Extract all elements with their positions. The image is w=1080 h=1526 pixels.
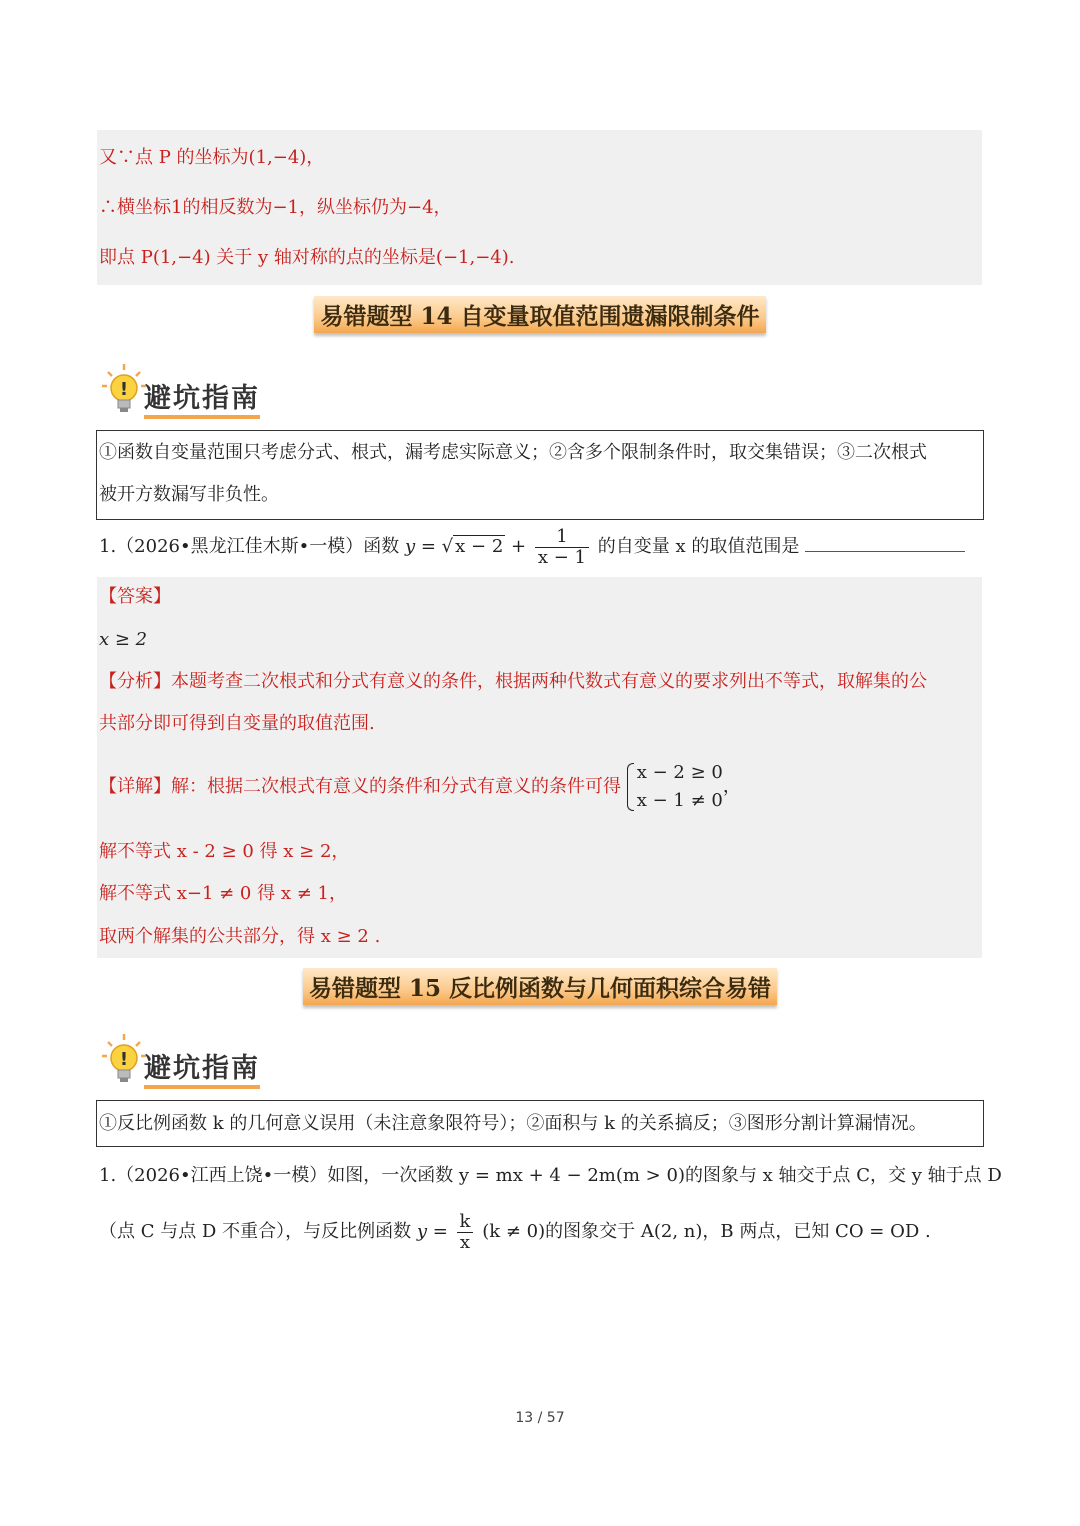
question-15-line-1: 1.（2026•江西上饶•一模）如图，一次函数 y = mx + 4 − 2m(m > 0)的图象与 x 轴交于点 C，交 y 轴于点 D <box>99 1165 1002 1186</box>
answer-blank <box>805 535 965 552</box>
question-14-y-eq: y = <box>404 536 436 557</box>
question-14 <box>99 525 965 569</box>
tip-15-line: ①反比例函数 k 的几何意义误用（未注意象限符号）；②面积与 k 的关系搞反；③图形分割计算漏情况。 <box>99 1113 927 1134</box>
section-title-14-text: 易错题型 14 自变量取值范围遗漏限制条件 <box>314 296 765 333</box>
detail-step-2: 解不等式 x−1 ≠ 0 得 x ≠ 1， <box>99 883 347 904</box>
answer-label: 【答案】 <box>99 586 171 607</box>
question-14-prefix: 1.（2026•黑龙江佳木斯•一模）函数 <box>99 536 400 557</box>
lightbulb-icon <box>102 364 146 418</box>
question-14-suffix: 的自变量 x 的取值范围是 <box>597 536 800 557</box>
guide-badge <box>102 364 302 418</box>
analysis-line-1 <box>99 670 927 694</box>
tip-14-line-1: ①函数自变量范围只考虑分式、根式，漏考虑实际意义；②含多个限制条件时，取交集错误；③二次根式 <box>99 442 927 463</box>
question-15-frac-den: x <box>459 1231 471 1253</box>
section-title-15-text: 易错题型 15 反比例函数与几何面积综合易错 <box>303 968 777 1005</box>
inequality-system <box>627 759 723 815</box>
analysis-line-2: 共部分即可得到自变量的取值范围. <box>99 713 375 734</box>
question-14-frac-den: x − 1 <box>537 546 586 568</box>
question-14-radicand: x − 2 <box>455 536 504 557</box>
question-14-fraction <box>535 527 589 568</box>
guide-badge-2 <box>102 1034 302 1088</box>
inequality-2: x − 1 ≠ 0 <box>636 790 723 811</box>
sqrt-symbol: √ <box>441 536 454 557</box>
question-15-suffix: (k ≠ 0)的图象交于 A(2, n)，B 两点，已知 CO = OD . <box>482 1221 931 1242</box>
lightbulb-icon <box>102 1034 146 1088</box>
svg-text:!: ! <box>119 379 129 400</box>
answer-value: x ≥ 2 <box>99 629 148 650</box>
detail-line <box>99 758 741 816</box>
detail-step-3: 取两个解集的公共部分，得 x ≥ 2 . <box>99 926 381 947</box>
solution-line-1: 又∵点 P 的坐标为(1,−4)， <box>99 147 325 168</box>
question-15-prefix: （点 C 与点 D 不重合），与反比例函数 <box>99 1221 412 1242</box>
question-15-fraction <box>457 1212 474 1253</box>
analysis-label: 【分析】 <box>99 671 171 692</box>
question-14-frac-num: 1 <box>535 527 589 548</box>
solution-line-3: 即点 P(1,−4) 关于 y 轴对称的点的坐标是(−1,−4). <box>99 247 515 268</box>
question-15-y-eq: y = <box>416 1221 448 1242</box>
question-15-frac-num: k <box>457 1212 474 1233</box>
detail-step-1: 解不等式 x - 2 ≥ 0 得 x ≥ 2， <box>99 841 350 862</box>
inequality-1: x − 2 ≥ 0 <box>636 762 723 783</box>
question-15-line-2 <box>99 1208 931 1256</box>
section-title-14 <box>0 296 1080 333</box>
detail-text: 解：根据二次根式有意义的条件和分式有意义的条件可得 <box>171 776 621 797</box>
svg-text:!: ! <box>119 1049 129 1070</box>
guide-label: 避坑指南 <box>144 376 260 419</box>
tip-14-line-2: 被开方数漏写非负性。 <box>99 484 279 505</box>
solution-line-2: ∴横坐标1的相反数为−1，纵坐标仍为−4， <box>99 197 452 218</box>
analysis-text-1: 本题考查二次根式和分式有意义的条件，根据两种代数式有意义的要求列出不等式，取解集的公 <box>171 671 927 692</box>
question-14-plus: + <box>511 536 527 557</box>
page-number: 13 / 57 <box>515 1410 565 1426</box>
detail-comma: ， <box>722 776 741 797</box>
section-title-15 <box>0 968 1080 1005</box>
guide-label-2: 避坑指南 <box>144 1046 260 1089</box>
detail-label: 【详解】 <box>99 776 171 797</box>
